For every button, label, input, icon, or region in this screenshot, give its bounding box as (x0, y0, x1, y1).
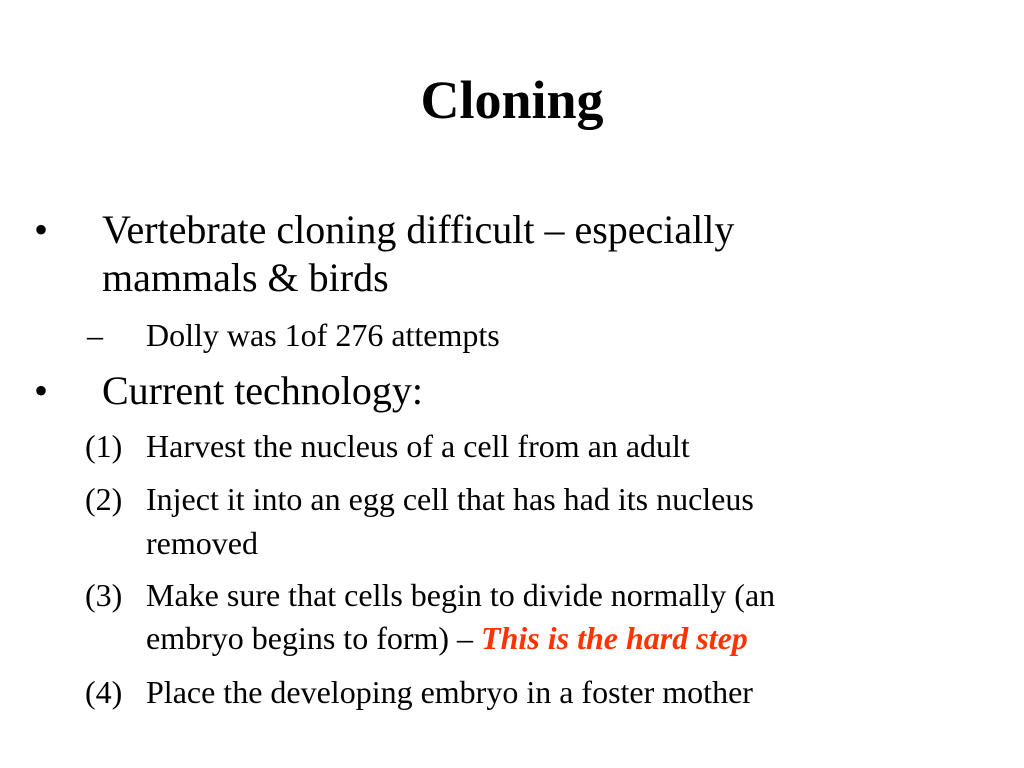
bullet-text-line-2: mammals & birds (102, 255, 389, 300)
step-text-line-1: Inject it into an egg cell that has had its nucleus (146, 481, 754, 517)
step-text-line-1: Harvest the nucleus of a cell from an adult (146, 428, 690, 464)
step-number: (3) (85, 577, 123, 613)
sub-bullet-text: Dolly was 1of 276 attempts (146, 317, 500, 353)
bullet-text-line-1: Vertebrate cloning difficult – especially (102, 207, 735, 252)
bullet-text-line-1: Current technology: (102, 368, 424, 413)
step-text-line-1: Place the developing embryo in a foster mother (146, 674, 753, 710)
slide-title: Cloning (420, 70, 604, 130)
step-text-line-1: Make sure that cells begin to divide normally (an (146, 577, 776, 613)
hard-step-emphasis: This is the hard step (481, 620, 748, 656)
bullet-marker: • (34, 368, 49, 413)
step-text-line-2: removed (146, 525, 258, 561)
sub-bullet-marker: – (87, 317, 103, 353)
step-text-plain: embryo begins to form) – (146, 620, 482, 656)
step-text-line-2 (146, 618, 946, 658)
step-number: (1) (85, 428, 123, 464)
step-number: (2) (85, 481, 123, 517)
bullet-marker: • (34, 207, 49, 252)
step-number: (4) (85, 674, 123, 710)
